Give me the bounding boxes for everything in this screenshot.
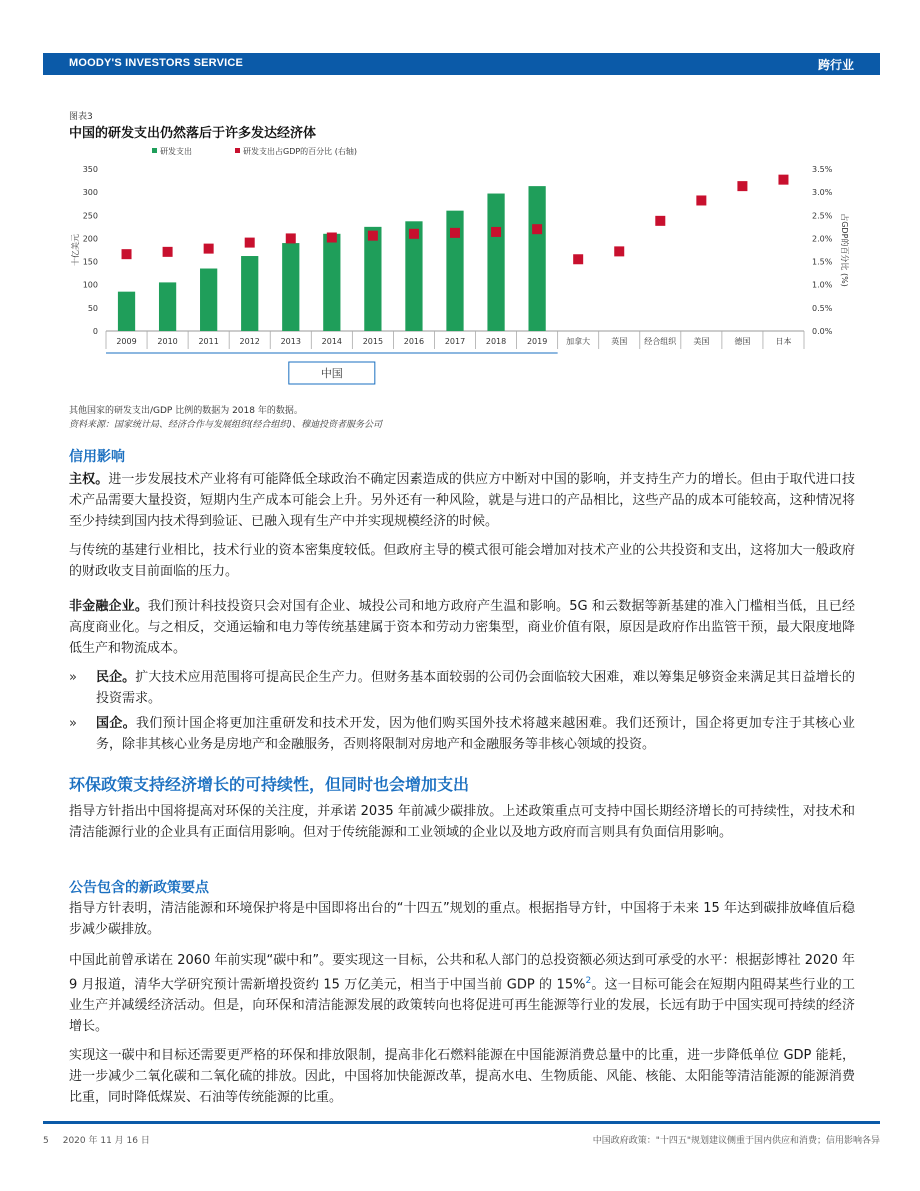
section-label: 跨行业 bbox=[817, 58, 854, 72]
bar-rd-spending bbox=[159, 282, 176, 331]
y2-tick-label: 2.0% bbox=[812, 234, 833, 244]
y-tick-label: 50 bbox=[87, 303, 98, 313]
figure-title: 中国的研发支出仍然落后于许多发达经济体 bbox=[69, 126, 317, 141]
x-tick-label: 德国 bbox=[734, 337, 751, 346]
bar-rd-spending bbox=[487, 194, 504, 331]
carbon-text-a: 中国此前曾承诺在 2060 年前实现“碳中和”。要实现这一目标，公共和私人部门的总投资额必须达到可承受的水平：根据彭博社 2020 年 9 月报道，清华大学研究预计需新增投资约 15 万亿美元，相当于中国当前 GDP 的 15% bbox=[69, 953, 855, 993]
legend-label-bar: 研发支出 bbox=[160, 147, 192, 156]
marker-rd-gdp-share bbox=[204, 244, 214, 254]
y-tick-label: 150 bbox=[82, 257, 98, 267]
sovereign-paragraph bbox=[69, 469, 855, 532]
x-tick-label: 经合组织 bbox=[644, 337, 677, 346]
marker-rd-gdp-share bbox=[368, 231, 378, 241]
legend-label-marker: 研发支出占GDP的百分比 (右轴) bbox=[243, 147, 357, 156]
marker-rd-gdp-share bbox=[655, 216, 665, 226]
bar-rd-spending bbox=[241, 256, 258, 331]
x-tick-label: 2016 bbox=[403, 337, 425, 346]
x-tick-label: 2009 bbox=[116, 337, 137, 346]
y-axis-title: 十亿美元 bbox=[71, 234, 80, 266]
y-tick-label: 350 bbox=[82, 165, 98, 174]
x-tick-label: 2014 bbox=[321, 337, 343, 346]
x-tick-label: 英国 bbox=[611, 337, 628, 346]
x-tick-label: 美国 bbox=[693, 337, 710, 346]
marker-rd-gdp-share bbox=[532, 224, 542, 234]
sovereign-text: 进一步发展技术产业将有可能降低全球政治不确定因素造成的供应方中断对中国的影响，并支持生产力的增长。但由于取代进口技术产品需要大量投资，短期内生产成本可能会上升。另外还有一种风险，就是与进口的产品相比，这些产品的成本可能较高，这种情况将至少持续到国内技术得到验证、已融入现有生产中并实现规模经济的时候。 bbox=[69, 472, 855, 529]
non-financial-text: 我们预计科技投资只会对国有企业、城投公司和地方政府产生温和影响。5G 和云数据等新基建的准入门槛相当低，且已经高度商业化。与之相反，交通运输和电力等传统基建属于资本和劳动力密集型，商业价值有限，原因是政府作出监管干预，最大限度地降低生产和物流成本。 bbox=[69, 599, 855, 656]
marker-rd-gdp-share bbox=[696, 195, 706, 205]
china-group-label: 中国 bbox=[320, 367, 343, 380]
x-tick-label: 日本 bbox=[775, 337, 792, 346]
bar-rd-spending bbox=[364, 227, 381, 331]
bar-rd-spending bbox=[118, 292, 135, 331]
marker-rd-gdp-share bbox=[614, 246, 624, 256]
bar-rd-spending bbox=[282, 243, 299, 331]
y-tick-label: 0 bbox=[92, 327, 98, 336]
y-tick-label: 200 bbox=[82, 234, 98, 244]
marker-rd-gdp-share bbox=[327, 233, 337, 243]
private-text: 扩大技术应用范围将可提高民企生产力。但财务基本面较弱的公司仍会面临较大困难，难以筹集足够资金来满足其日益增长的投资需求。 bbox=[96, 670, 855, 706]
x-tick-label: 2017 bbox=[444, 337, 466, 346]
legend-swatch-bar bbox=[152, 148, 157, 153]
marker-rd-gdp-share bbox=[778, 175, 788, 185]
marker-rd-gdp-share bbox=[245, 238, 255, 248]
marker-rd-gdp-share bbox=[491, 227, 501, 237]
marker-rd-gdp-share bbox=[573, 254, 583, 264]
marker-rd-gdp-share bbox=[122, 249, 132, 259]
footer-title: 中国政府政策："十四五"规划建议侧重于国内供应和消费；信用影响各异 bbox=[592, 1136, 880, 1146]
bar-rd-spending bbox=[528, 186, 545, 331]
environment-paragraph: 指导方针指出中国将提高对环保的关注度，并承诺 2035 年前减少碳排放。上述政策重点可支持中国长期经济增长的可持续性，对技术和清洁能源行业的企业具有正面信用影响。但对于传统能源和工业领域的企业以及地方政府而言则具有负面信用影响。 bbox=[69, 804, 855, 840]
sovereign-lead: 主权。 bbox=[69, 472, 109, 487]
legend-swatch-marker bbox=[235, 148, 240, 153]
marker-rd-gdp-share bbox=[737, 181, 747, 191]
marker-rd-gdp-share bbox=[450, 228, 460, 238]
footer-bar bbox=[43, 1121, 880, 1124]
credit-impact-heading: 信用影响 bbox=[69, 449, 125, 465]
y2-tick-label: 0.5% bbox=[812, 303, 833, 313]
x-tick-label: 2019 bbox=[526, 337, 548, 346]
soe-lead: 国企。 bbox=[96, 716, 136, 731]
carbon-neutral-paragraph bbox=[69, 950, 855, 1037]
y2-tick-label: 1.5% bbox=[812, 257, 833, 267]
footnote-ref[interactable]: 2 bbox=[585, 976, 592, 986]
private-lead: 民企。 bbox=[96, 670, 136, 685]
footer-left bbox=[43, 1133, 150, 1146]
x-tick-label: 2018 bbox=[485, 337, 507, 346]
header-bar bbox=[43, 53, 880, 75]
bullet-marker: » bbox=[69, 716, 77, 731]
rd-spending-chart bbox=[66, 142, 866, 392]
y-tick-label: 100 bbox=[82, 280, 98, 290]
y2-axis-title: 占GDP的百分比 (%) bbox=[840, 213, 849, 287]
clean-energy-paragraph: 指导方针表明，清洁能源和环境保护将是中国即将出台的“十四五”规划的重点。根据指导方针，中国将于未来 15 年达到碳排放峰值后稳步减少碳排放。 bbox=[69, 901, 855, 937]
marker-rd-gdp-share bbox=[286, 233, 296, 243]
figure-note: 其他国家的研发支出/GDP 比例的数据为 2018 年的数据。 bbox=[69, 406, 303, 416]
brand-name: MOODY'S INVESTORS SERVICE bbox=[69, 57, 244, 69]
y-tick-label: 300 bbox=[82, 188, 98, 198]
non-financial-paragraph bbox=[69, 596, 855, 659]
carbon-text-b: 。这一目标可能会在短期内阻碍某些行业的工业生产并减缓经济活动。但是，向环保和清洁能源发展的政策转向也将促进可再生能源等行业的发展，长远有助于中国实现可持续的经济增长。 bbox=[69, 977, 855, 1035]
y2-tick-label: 1.0% bbox=[812, 280, 833, 290]
marker-rd-gdp-share bbox=[409, 229, 419, 239]
y2-tick-label: 3.0% bbox=[812, 188, 833, 198]
y2-tick-label: 3.5% bbox=[812, 165, 833, 174]
x-tick-label: 加拿大 bbox=[566, 337, 591, 346]
x-tick-label: 2013 bbox=[280, 337, 301, 346]
environment-heading: 环保政策支持经济增长的可持续性，但同时也会增加支出 bbox=[69, 775, 470, 794]
bar-rd-spending bbox=[323, 234, 340, 331]
x-tick-label: 2010 bbox=[157, 337, 178, 346]
page-number: 5 bbox=[43, 1136, 49, 1146]
y2-tick-label: 0.0% bbox=[812, 327, 833, 336]
soe-text: 我们预计国企将更加注重研发和技术开发，因为他们购买国外技术将越来越困难。我们还预计，国企将更加专注于其核心业务，除非其核心业务是房地产和金融服务，否则将限制对房地产和金融服务等非核心领域的投资。 bbox=[96, 716, 855, 752]
tech-capital-paragraph: 与传统的基建行业相比，技术行业的资本密集度较低。但政府主导的模式很可能会增加对技术产业的公共投资和支出，这将加大一般政府的财政收支目前面临的压力。 bbox=[69, 543, 855, 579]
figure-source: 资料来源：国家统计局、经济合作与发展组织(经合组织)、穆迪投资者服务公司 bbox=[69, 420, 383, 430]
bullet-marker: » bbox=[69, 670, 77, 685]
x-tick-label: 2015 bbox=[362, 337, 384, 346]
publish-date: 2020 年 11 月 16 日 bbox=[62, 1136, 150, 1146]
figure-number: 图表3 bbox=[69, 112, 93, 122]
emission-paragraph: 实现这一碳中和目标还需要更严格的环保和排放限制，提高非化石燃料能源在中国能源消费总量中的比重，进一步降低单位 GDP 能耗，进一步减少二氧化碳和二氧化硫的排放。因此，中国将加快能源改革，提高水电、生物质能、风能、核能、太阳能等清洁能源的能源消费比重，同时降低煤炭、石油等传统能源的比重。 bbox=[69, 1048, 855, 1105]
y-tick-label: 250 bbox=[82, 211, 98, 221]
bar-rd-spending bbox=[200, 269, 217, 331]
x-tick-label: 2012 bbox=[239, 337, 260, 346]
y2-tick-label: 2.5% bbox=[812, 211, 833, 221]
marker-rd-gdp-share bbox=[163, 247, 173, 257]
x-tick-label: 2011 bbox=[198, 337, 219, 346]
non-financial-lead: 非金融企业。 bbox=[69, 599, 148, 614]
new-policy-heading: 公告包含的新政策要点 bbox=[69, 880, 209, 896]
